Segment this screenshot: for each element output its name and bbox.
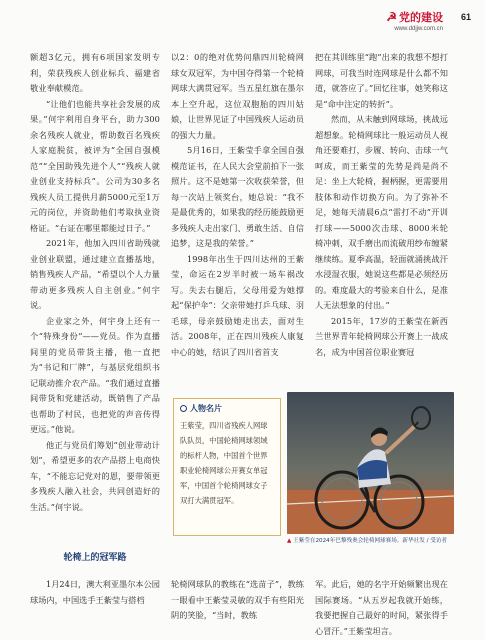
paragraph: 把在其训练里“跑”出来的我想不想打网球，可我当时连网球是什么都不知道，就答应了。”回忆往事，她笑称这是“命中注定的转折”。 [315, 52, 448, 109]
paragraph: 1998年出生于四川达州的王紫莹，命运在2岁半时被一场车祸改写。失去右腿后，父母用爱为她撑起“保护伞”：父亲带她打乒乓球、羽毛球，母亲鼓励她走出去，面对生活。2008年，正在四川残疾人康复中心的她，结识了四川省首支 [171, 253, 304, 357]
page-header [0, 0, 485, 42]
paragraph: “让他们也能共享社会发展的成果。”何宇利用自身平台，助力300余名残疾人就业，帮助数百名残疾人家庭脱贫，被评为“全国自强模范”“全国助残先进个人”“残疾人就业创业支持标兵”。公司为30多名残疾人员工提供月薪5000元至1万元的岗位，并资助他们考取执业资格证。“右证在哪里都能过日子。” [30, 98, 160, 233]
section-subheading: 轮椅上的冠军路 [63, 553, 127, 563]
column-2-bottom [171, 577, 304, 624]
paragraph: 额超3亿元，拥有6项国家发明专利，荣获残疾人创业标兵、福建省敬业奉献模范。 [30, 52, 160, 93]
paragraph: 然而，从未触到网球场，挑战远超想象。轮椅网球比一般运动员人视角还要难打，步履、转向、击球一气呵成，而王紫莹的先势是尚是尚不足：坐上大轮椅，握柄握，更需要用肢体和动作切换方向。为了弥补不足，她每天清晨6点“雷打不动”开训打球——5000次击球、8000米轮椅冲刺，双手磨出而流破用纱布缠紧继续练。夏季高温，轻面就涌挑战汗水浸湿衣服，她说这些都是必须经历的。难度最大的考验来自什么，是准人无法想象的付出。” [315, 114, 448, 310]
column-3 [315, 50, 448, 360]
photo-caption [287, 536, 467, 544]
magazine-url: www.ddjjw.com.cn [394, 26, 443, 32]
profile-title-text: 人物名片 [190, 404, 222, 413]
wheelchair-tennis-photo [287, 392, 454, 534]
photo-caption-text: 王紫莹在2024年巴黎残奥会轮椅网球赛场。新华社发 / 受访者 [293, 538, 448, 544]
paragraph: 2015年，17岁的王紫莹在新西兰世界青年轮椅网球公开赛上一战成名，成为中国首位职业赛冠 [315, 315, 448, 357]
paragraph: 他正与党员们筹划“创业带动计划”，希望更多的农产品搭上电商快车，“不能忘记党对的恩，要带领更多残疾人融入社会，共同创造好的生活。”何宇说。 [30, 439, 160, 512]
column-1-bottom [30, 577, 160, 608]
triangle-bullet-icon: ▲ [287, 538, 292, 544]
magazine-logo [386, 9, 443, 25]
profile-title [180, 403, 274, 414]
paragraph: 2021年，他加入四川省助残就业创业联盟，通过建立直播基地，销售残疾人产品，“希望以个人力量带动更多残疾人自主创业。”何宇说。 [30, 238, 160, 310]
column-2 [171, 50, 304, 360]
column-1 [30, 50, 160, 515]
paragraph: 军。此后，她的名字开始频繁出现在国际赛场。“从五岁起我就开始练，我要把握自己最好的时间，紧张得手心冒汗。”王紫莹坦言。 [315, 579, 448, 636]
paragraph: 以2：0的绝对优势问鼎四川轮椅网球女双冠军，为中国夺得第一个轮椅网球大满贯冠军。当五星红旗在墨尔本上空升起，这位双胞胎的四川姑娘，让世界见证了中国残疾人运动员的强大力量。 [171, 52, 304, 140]
party-emblem-icon: ☭ [386, 10, 397, 24]
paragraph: 1月24日，澳大利亚墨尔本公园球场内，中国选手王紫莹与搭档 [30, 579, 160, 605]
page-number: 61 [460, 12, 471, 22]
profile-text: 王紫莹，四川省残疾人网球队队员，中国轮椅网球领域的标杆人物，中国首个世界职业轮椅网球公开赛女单冠军，中国首个轮椅网球女子双打大满贯冠军。 [180, 421, 268, 505]
profile-box [173, 398, 281, 536]
paragraph: 5月16日，王紫莹手拿全国自强模范证书，在人民大会堂前拍下一张照片。这不是她第一次收获荣誉，但每一次站上领奖台，她总说：“我不是最优秀的，如果我的经历能鼓励更多残疾人走出家门、勇敢生活、自信追梦，这是我的荣誉。” [171, 145, 304, 248]
paragraph: 企业家之外，何宇身上还有一个“特殊身份”——党员。作为直播间里的党员带货主播，他一直把为“书记和厂牌”，与基层党组织书记联动推介农产品。“我们通过直播间带货和党建活动，既销售了产品也帮助了村民，也把党的声音传得更远。”他说。 [30, 315, 160, 434]
column-3-bottom [315, 577, 448, 639]
circle-bullet-icon [180, 405, 187, 412]
magazine-title: 党的建设 [399, 11, 443, 24]
athlete-photo [287, 392, 454, 534]
brand-block [386, 6, 443, 32]
paragraph: 轮椅网球队的教练在“选苗子”，教练一眼看中王紫莹灵敏的双手有些阳光阴的笑脸，“当时，教练 [171, 579, 304, 620]
